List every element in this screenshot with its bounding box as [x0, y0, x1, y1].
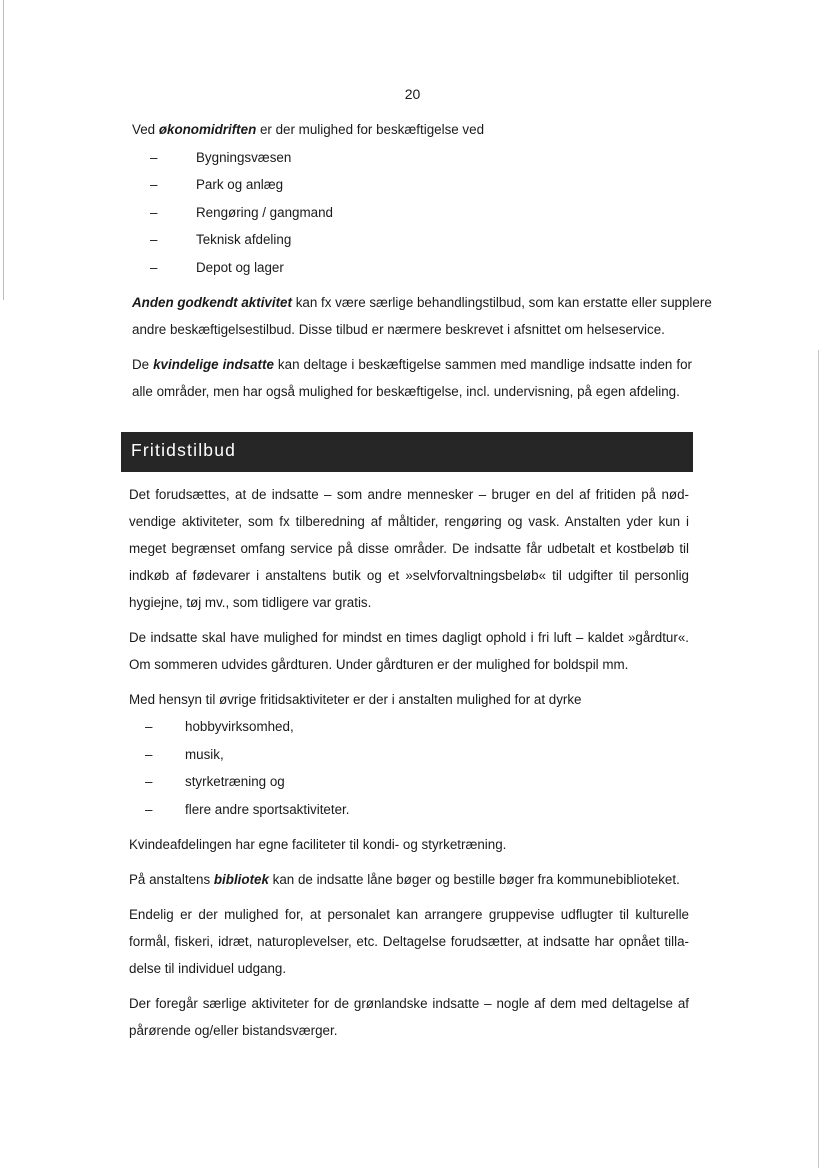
page-number: 20	[404, 86, 421, 102]
paragraph-anden-aktivitet: Anden godkendt aktivitet kan fx være særlige behandlingstilbud, som kan erstatte eller supplere andre beskæftigelsestilbud. Disse tilbud er nærmere beskrevet i afsnittet om helseservice.	[132, 294, 712, 337]
dash-bullet: –	[150, 149, 158, 165]
list-item: – Park og anlæg	[132, 167, 692, 195]
dash-bullet: –	[145, 719, 153, 734]
list-item: – flere andre sportsaktiviteter.	[129, 796, 689, 824]
list-item: – musik,	[129, 741, 689, 769]
list-item: – hobbyvirksomhed,	[129, 713, 689, 741]
section-fritidstilbud	[129, 481, 689, 1044]
dash-bullet: –	[145, 746, 153, 762]
section-okonomidrift	[132, 121, 712, 405]
list-item: – Bygningsvæsen	[132, 139, 692, 167]
bold-term: bibliotek	[213, 872, 269, 887]
dash-bullet: –	[145, 801, 153, 817]
dash-bullet: –	[150, 232, 158, 247]
employment-list	[132, 139, 692, 277]
list-item: – Depot og lager	[132, 249, 692, 277]
bold-term: økonomidriften	[158, 122, 257, 137]
paragraph-kvindelige: De kvindelige indsatte kan deltage i beskæftigelse sammen med mandlige indsatte inden for alle områder, men har også mulighed for beskæftigelse, incl. undervisning, på egen afdeling.	[132, 356, 692, 399]
activities-list	[129, 713, 689, 823]
list-item: – styrketræning og	[129, 768, 689, 796]
dash-bullet: –	[150, 177, 158, 192]
bold-term: kvindelige indsatte	[153, 356, 274, 372]
paragraph-aktiviteter-intro: Med hensyn til øvrige fritidsaktiviteter er der i anstalten mulighed for at dyrke	[129, 692, 582, 707]
paragraph-kvindeafdeling: Kvindeafdelingen har egne faciliteter til kondi- og styrketræning.	[129, 837, 507, 852]
dash-bullet: –	[145, 774, 153, 789]
dash-bullet: –	[150, 204, 158, 220]
intro-paragraph: Ved økonomidriften er der mulighed for beskæftigelse ved	[132, 122, 485, 137]
paragraph-bibliotek: På anstaltens bibliotek kan de indsatte låne bøger og bestille bøger fra kommunebiblioteket.	[129, 872, 680, 887]
list-item: – Rengøring / gangmand	[132, 194, 692, 222]
list-item: – Teknisk afdeling	[132, 222, 692, 250]
paragraph-groenlandske: Der foregår særlige aktiviteter for de grønlandske indsatte – nogle af dem med deltagelse af pårørende og/eller bistandsværger.	[129, 996, 689, 1038]
paragraph-forudsaettes: Det forudsættes, at de indsatte – som andre mennesker – bruger en del af fritiden på nød- vendige aktiviteter, som fx tilberedning af måltider, rengøring og vask. Anstalten yder kun i meget begrænset omfang service på disse områder. De indsatte får udbetalt et kostbeløb til indkøb af fødevarer i anstaltens butik og et »selvforvaltningsbeløb« til udgifter til personlig hygiejne, tøj mv., som tidligere var gratis.	[129, 487, 689, 610]
section-banner	[121, 432, 693, 472]
paragraph-udflugter: Endelig er der mulighed for, at personalet kan arrangere gruppevise udflugter til kulturelle formål, fiskeri, idræt, naturoplevelser, etc. Deltagelse forudsætter, at indsatte har opnået tilla- delse til individuel udgang.	[129, 907, 689, 976]
dash-bullet: –	[150, 259, 158, 275]
paragraph-gaardtur: De indsatte skal have mulighed for mindst en times dagligt ophold i fri luft – kaldet »gårdtur«. Om sommeren udvides gårdturen. Under gårdturen er der mulighed for boldspil mm.	[129, 630, 689, 672]
scan-edge-right	[818, 350, 819, 1168]
scan-edge-left	[3, 0, 4, 300]
section-heading: Fritidstilbud	[131, 440, 237, 460]
bold-term: Anden godkendt aktivitet	[132, 294, 292, 310]
